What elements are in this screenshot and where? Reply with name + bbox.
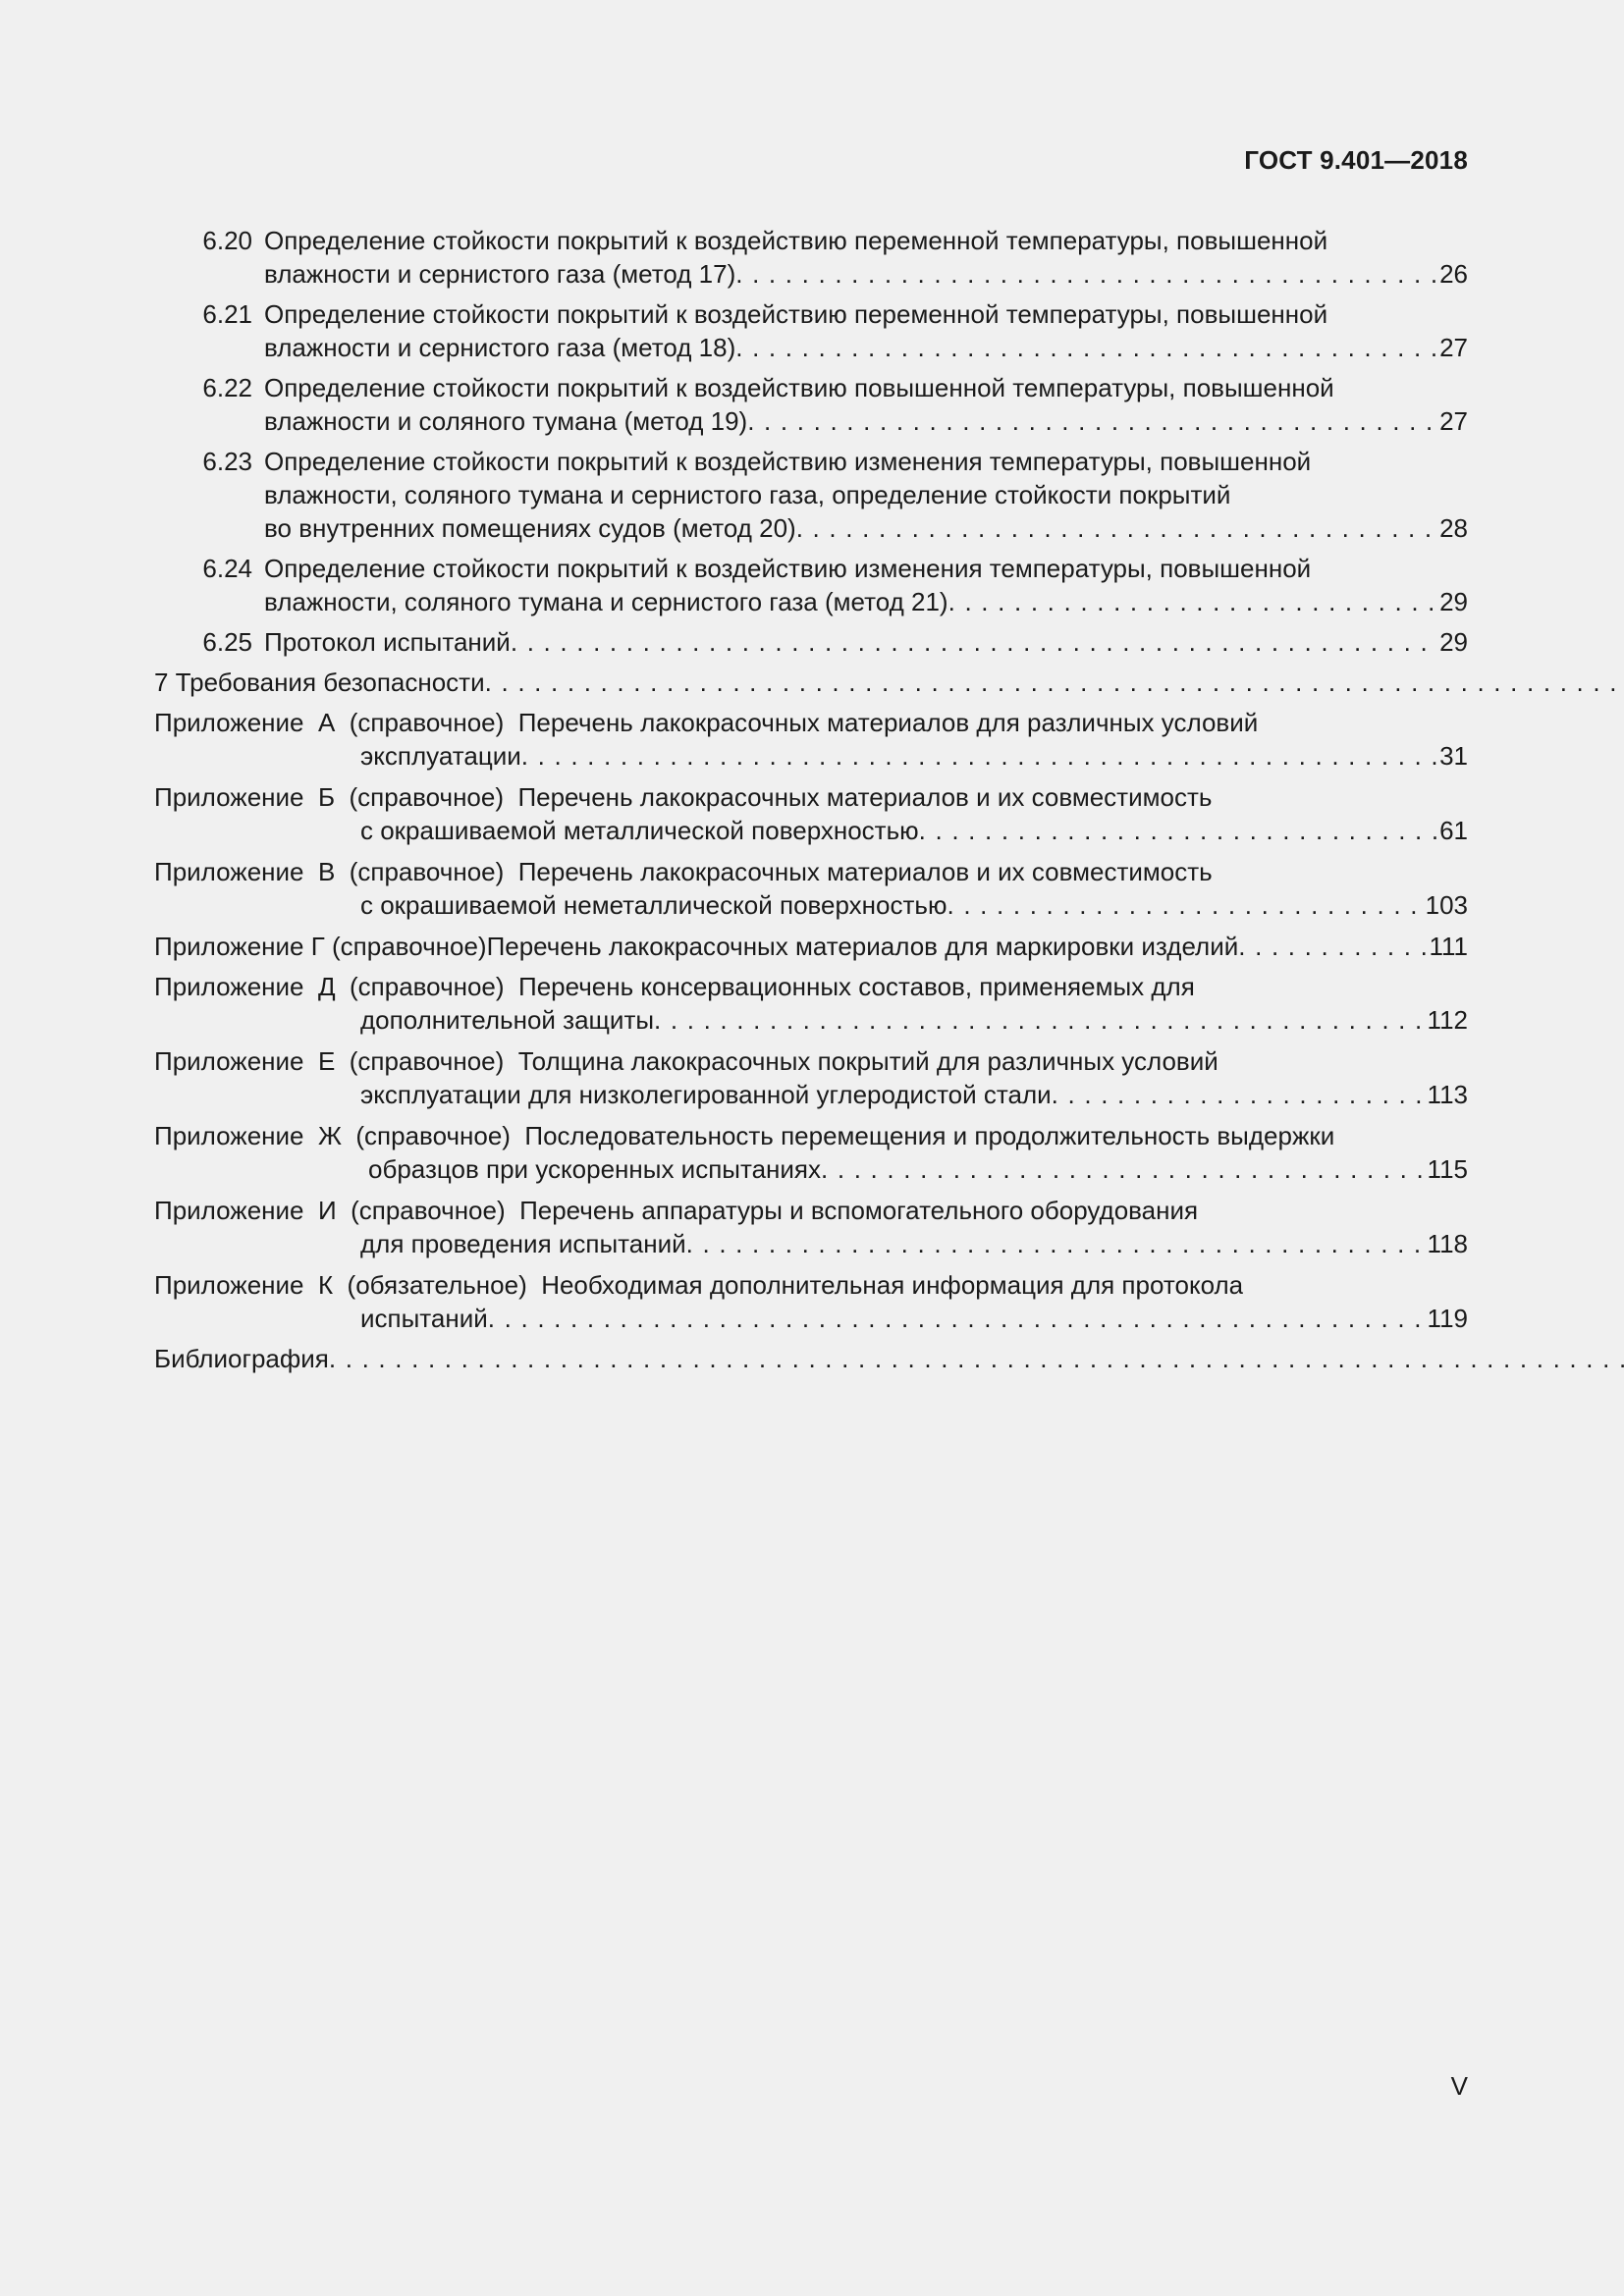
entry-title-line: Перечень лакокрасочных материалов для различных условий [517,708,1259,737]
leader-dots [735,331,1437,364]
leader-dots [654,1003,1426,1037]
page-number: 27 [1439,406,1468,436]
entry-title-line: Перечень лакокрасочных материалов для маркировки изделий [486,932,1239,961]
entry-title-line: Определение стойкости покрытий к воздействию переменной температуры, повышенной [264,226,1328,255]
toc-entry-appendix-e[interactable] [154,1044,1468,1111]
entry-title-line: испытаний [360,1304,488,1333]
page-number: 28 [1439,513,1468,543]
page-number: 113 [1427,1080,1468,1109]
entry-title-line: Библиография [154,1344,329,1373]
toc-entry-6-25[interactable] [154,625,1468,659]
toc-entry-appendix-a[interactable] [154,706,1468,773]
entry-title-line: эксплуатации для низколегированной углеродистой стали [360,1080,1052,1109]
leader-dots [1238,930,1427,963]
leader-dots [747,404,1437,438]
page-number: 103 [1425,890,1468,920]
leader-dots [821,1152,1426,1186]
page-number: 111 [1429,932,1468,961]
section-number: 6.23 [202,447,252,476]
leader-dots [1052,1078,1426,1111]
entry-title-line: Перечень лакокрасочных материалов и их совместимость [517,857,1213,886]
toc-entry-6-22[interactable] [154,371,1468,438]
leader-dots [796,511,1437,545]
section-number: 6.24 [202,554,252,583]
toc-entry-6-21[interactable] [154,297,1468,364]
appendix-label: Приложение К (обязательное) [154,1270,542,1300]
toc-entry-bibliography[interactable] [154,1342,1468,1375]
leader-dots [735,257,1437,291]
entry-title-line: влажности, соляного тумана и сернистого газа, определение стойкости покрытий [264,480,1231,509]
page-number: 29 [1439,627,1468,657]
page-number: 118 [1427,1229,1468,1258]
toc-entry-appendix-g[interactable] [154,930,1468,963]
appendix-label: Приложение В (справочное) [154,857,518,886]
leader-dots [488,1302,1426,1335]
entry-title-line: для проведения испытаний [360,1229,686,1258]
entry-title-line: Определение стойкости покрытий к воздействию изменения температуры, повышенной [264,554,1312,583]
entry-title-line: Толщина лакокрасочных покрытий для различных условий [517,1046,1218,1076]
entry-title-line: Последовательность перемещения и продолжительность выдержки [524,1121,1335,1150]
toc-entry-6-20[interactable] [154,224,1468,291]
appendix-label: Приложение Е (справочное) [154,1046,518,1076]
entry-title-line: Перечень аппаратуры и вспомогательного оборудования [519,1196,1199,1225]
entry-title-line: влажности и соляного тумана (метод 19) [264,406,748,436]
toc-entry-appendix-b[interactable] [154,780,1468,847]
page-number: 29 [1439,587,1468,616]
entry-title-line: влажности, соляного тумана и сернистого газа (метод 21) [264,587,948,616]
leader-dots [329,1342,1624,1375]
toc-entry-6-23[interactable] [154,445,1468,545]
entry-title-line: Протокол испытаний [264,627,511,657]
entry-title-line: эксплуатации [360,741,521,771]
leader-dots [948,585,1437,618]
page-number: 112 [1427,1005,1468,1035]
entry-title-line: Необходимая дополнительная информация для протокола [541,1270,1244,1300]
entry-title-line: Перечень консервационных составов, применяемых для [518,972,1195,1001]
leader-dots [485,666,1624,699]
page-number: 61 [1439,816,1468,845]
appendix-label: Приложение Г (справочное) [154,932,487,961]
leader-dots [521,739,1437,773]
page-number: 26 [1439,259,1468,289]
entry-title-line: 7 Требования безопасности [154,667,485,697]
entry-title-line: Определение стойкости покрытий к воздействию переменной температуры, повышенной [264,299,1328,329]
entry-title-line: Определение стойкости покрытий к воздействию повышенной температуры, повышенной [264,373,1334,402]
table-of-contents [154,224,1468,1375]
toc-entry-6-24[interactable] [154,552,1468,618]
page-number: 27 [1439,333,1468,362]
entry-title-line: влажности и сернистого газа (метод 18) [264,333,736,362]
leader-dots [947,888,1423,922]
document-code: ГОСТ 9.401—2018 [1244,145,1468,175]
leader-dots [686,1227,1426,1260]
appendix-label: Приложение Б (справочное) [154,782,518,812]
entry-title-line: влажности и сернистого газа (метод 17) [264,259,736,289]
toc-entry-appendix-d[interactable] [154,970,1468,1037]
page-number: 31 [1439,741,1468,771]
entry-title-line: дополнительной защиты [360,1005,655,1035]
page-number: 115 [1427,1154,1468,1184]
section-number: 6.20 [202,226,252,255]
section-number: 6.21 [202,299,252,329]
section-number: 6.25 [202,627,252,657]
appendix-label: Приложение И (справочное) [154,1196,520,1225]
page-number: 119 [1427,1304,1468,1333]
entry-title-line: с окрашиваемой неметаллической поверхностью [360,890,947,920]
toc-entry-appendix-k[interactable] [154,1268,1468,1335]
toc-entry-appendix-zh[interactable] [154,1119,1468,1186]
appendix-label: Приложение А (справочное) [154,708,518,737]
leader-dots [919,814,1437,847]
entry-title-line: Перечень лакокрасочных материалов и их совместимость [517,782,1213,812]
toc-entry-section-7[interactable] [154,666,1468,699]
entry-title-line: образцов при ускоренных испытаниях [368,1154,821,1184]
page-folio: V [1450,2071,1468,2101]
entry-title-line: Определение стойкости покрытий к воздействию изменения температуры, повышенной [264,447,1312,476]
entry-title-line: во внутренних помещениях судов (метод 20) [264,513,796,543]
entry-title-line: с окрашиваемой металлической поверхностью [360,816,919,845]
section-number: 6.22 [202,373,252,402]
toc-entry-appendix-v[interactable] [154,855,1468,922]
leader-dots [511,625,1437,659]
toc-entry-appendix-i[interactable] [154,1194,1468,1260]
appendix-label: Приложение Ж (справочное) [154,1121,525,1150]
appendix-label: Приложение Д (справочное) [154,972,518,1001]
